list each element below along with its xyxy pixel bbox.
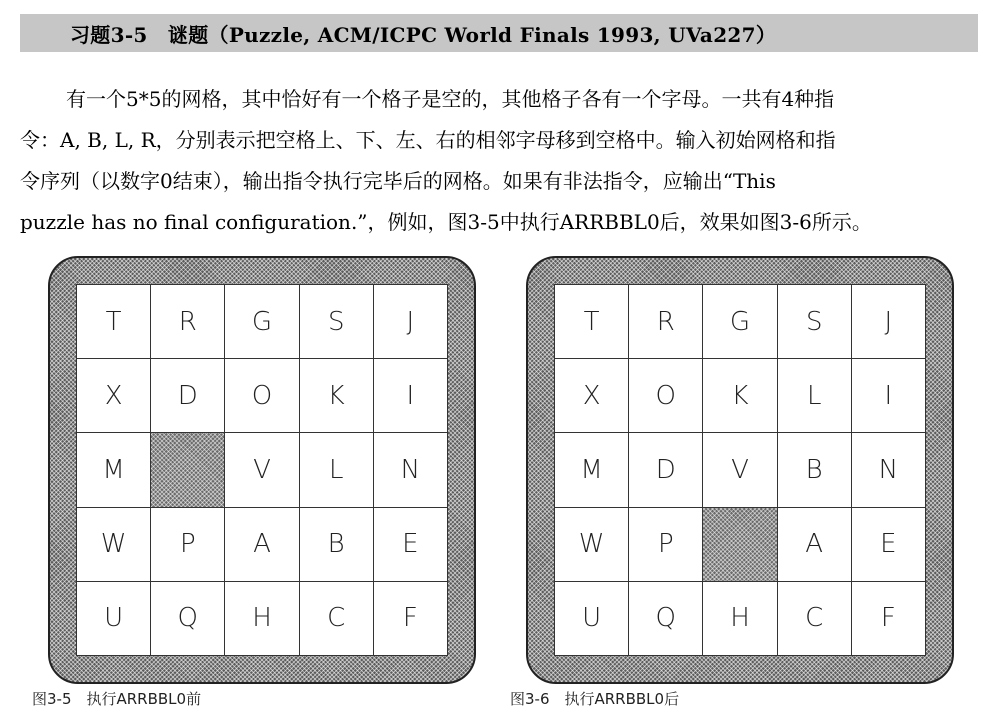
letter-cell: X: [77, 359, 150, 432]
letter-cell: C: [300, 582, 373, 655]
letter-cell: E: [852, 508, 925, 581]
exercise-title: 习题3-5 谜题（Puzzle, ACM/ICPC World Finals 1993, UVa227）: [70, 22, 777, 47]
figure-3-5-caption: 图3-5 执行ARRBBL0前: [32, 690, 202, 708]
letter-cell: B: [300, 508, 373, 581]
letter-cell: W: [555, 508, 628, 581]
empty-cell: [703, 508, 776, 581]
description-line-1: 有一个5*5的网格，其中恰好有一个格子是空的，其他格子各有一个字母。一共有4种指: [66, 87, 835, 111]
description-line-3: 令序列（以数字0结束），输出指令执行完毕后的网格。如果有非法指令，应输出“This: [20, 169, 776, 193]
figure-3-6-puzzle-after: [526, 256, 954, 684]
letter-cell: I: [852, 359, 925, 432]
letter-cell: N: [374, 433, 447, 506]
letter-cell: O: [225, 359, 298, 432]
letter-cell: Q: [151, 582, 224, 655]
figure-3-5-puzzle-before: [48, 256, 476, 684]
letter-cell: T: [77, 285, 150, 358]
letter-cell: R: [629, 285, 702, 358]
letter-cell: F: [852, 582, 925, 655]
letter-cell: R: [151, 285, 224, 358]
letter-cell: I: [374, 359, 447, 432]
letter-cell: S: [778, 285, 851, 358]
problem-description: [20, 79, 980, 243]
letter-cell: A: [225, 508, 298, 581]
letter-cell: J: [852, 285, 925, 358]
letter-cell: V: [225, 433, 298, 506]
letter-cell: G: [225, 285, 298, 358]
letter-cell: T: [555, 285, 628, 358]
letter-cell: P: [629, 508, 702, 581]
letter-cell: G: [703, 285, 776, 358]
puzzle-grid: [554, 284, 926, 656]
letter-cell: B: [778, 433, 851, 506]
letter-cell: L: [300, 433, 373, 506]
letter-cell: N: [852, 433, 925, 506]
letter-cell: S: [300, 285, 373, 358]
letter-cell: O: [629, 359, 702, 432]
letter-cell: W: [77, 508, 150, 581]
letter-cell: K: [300, 359, 373, 432]
letter-cell: X: [555, 359, 628, 432]
letter-cell: P: [151, 508, 224, 581]
letter-cell: U: [77, 582, 150, 655]
letter-cell: M: [77, 433, 150, 506]
letter-cell: H: [703, 582, 776, 655]
figure-3-6-caption: 图3-6 执行ARRBBL0后: [510, 690, 680, 708]
letter-cell: F: [374, 582, 447, 655]
letter-cell: A: [778, 508, 851, 581]
empty-cell: [151, 433, 224, 506]
letter-cell: J: [374, 285, 447, 358]
letter-cell: U: [555, 582, 628, 655]
letter-cell: Q: [629, 582, 702, 655]
letter-cell: K: [703, 359, 776, 432]
exercise-title-bar: [20, 14, 978, 52]
description-line-4: puzzle has no final configuration.”，例如，图3-5中执行ARRBBL0后，效果如图3-6所示。: [20, 210, 872, 234]
letter-cell: E: [374, 508, 447, 581]
letter-cell: C: [778, 582, 851, 655]
puzzle-grid: [76, 284, 448, 656]
letter-cell: H: [225, 582, 298, 655]
letter-cell: D: [151, 359, 224, 432]
letter-cell: L: [778, 359, 851, 432]
letter-cell: V: [703, 433, 776, 506]
letter-cell: D: [629, 433, 702, 506]
letter-cell: M: [555, 433, 628, 506]
description-line-2: 令：A, B, L, R，分别表示把空格上、下、左、右的相邻字母移到空格中。输入初始网格和指: [20, 128, 836, 152]
